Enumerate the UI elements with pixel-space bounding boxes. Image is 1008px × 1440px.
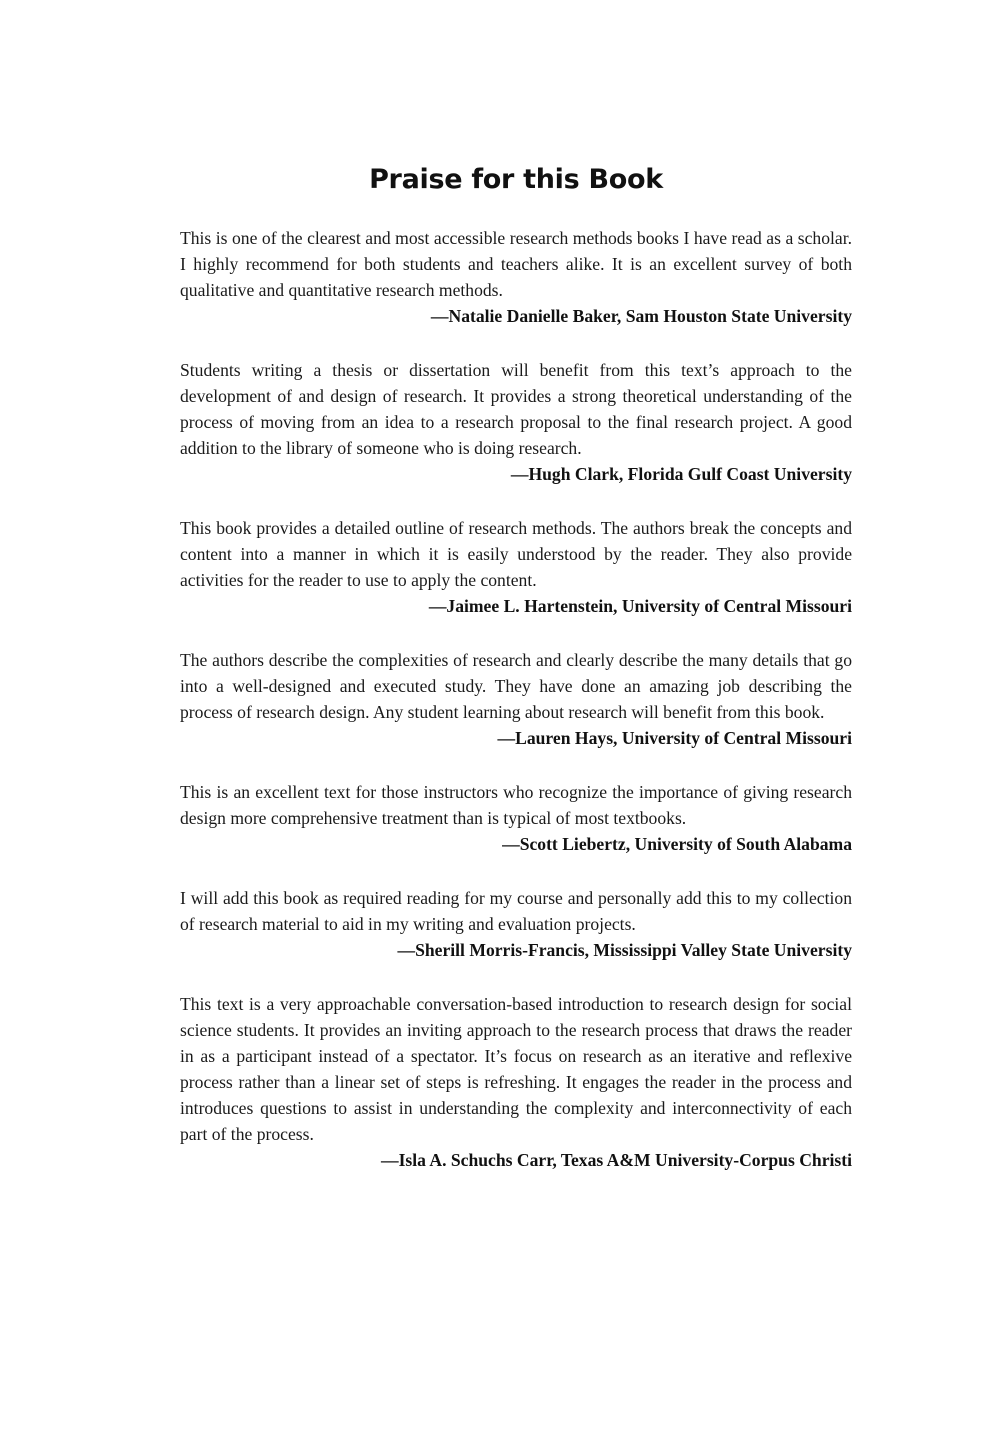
praise-quote <box>180 779 852 857</box>
quote-text: This book provides a detailed outline of research methods. The authors break the concepts and content into a manner in which it is easily understood by the reader. They also provide activities for the reader to use to apply the content. <box>180 518 852 590</box>
quote-text: This is one of the clearest and most accessible research methods books I have read as a scholar. I highly recommend for both students and teachers alike. It is an excellent survey of both qualitative and quantitative research methods. <box>180 228 852 300</box>
quote-attribution: —Isla A. Schuchs Carr, Texas A&M University-Corpus Christi <box>380 1150 852 1170</box>
quote-text: The authors describe the complexities of research and clearly describe the many details that go into a well-designed and executed study. They have done an amazing job describing the process of research design. Any student learning about research will benefit from this book. <box>180 650 852 722</box>
quote-text: This is an excellent text for those instructors who recognize the importance of giving research design more comprehensive treatment than is typical of most textbooks. <box>180 782 852 828</box>
quote-attribution: —Hugh Clark, Florida Gulf Coast University <box>510 464 852 484</box>
quote-attribution: —Natalie Danielle Baker, Sam Houston State University <box>430 306 852 326</box>
quote-attribution: —Lauren Hays, University of Central Missouri <box>497 728 852 748</box>
quote-attribution: —Sherill Morris-Francis, Mississippi Valley State University <box>397 940 852 960</box>
praise-list <box>180 225 852 1201</box>
quote-attribution: —Scott Liebertz, University of South Alabama <box>502 834 852 854</box>
quote-text: I will add this book as required reading for my course and personally add this to my collection of research material to aid in my writing and evaluation projects. <box>180 888 852 934</box>
praise-quote <box>180 991 852 1173</box>
praise-quote <box>180 515 852 619</box>
quote-attribution: —Jaimee L. Hartenstein, University of Central Missouri <box>428 596 852 616</box>
praise-quote <box>180 357 852 487</box>
praise-quote <box>180 885 852 963</box>
praise-quote <box>180 647 852 751</box>
quote-text: Students writing a thesis or dissertation will benefit from this text’s approach to the development of and design of research. It provides a strong theoretical understanding of the process of moving from an idea to a research proposal to the final research project. A good addition to the library of someone who is doing research. <box>180 360 852 458</box>
praise-quote <box>180 225 852 329</box>
page-title: Praise for this Book <box>369 164 663 196</box>
quote-text: This text is a very approachable conversation-based introduction to research design for social science students. It provides an inviting approach to the research process that draws the reader in as a participant instead of a spectator. It’s focus on research as an iterative and reflexive process rather than a linear set of steps is refreshing. It engages the reader in the process and introduces questions to assist in understanding the complexity and interconnectivity of each part of the process. <box>180 994 852 1144</box>
